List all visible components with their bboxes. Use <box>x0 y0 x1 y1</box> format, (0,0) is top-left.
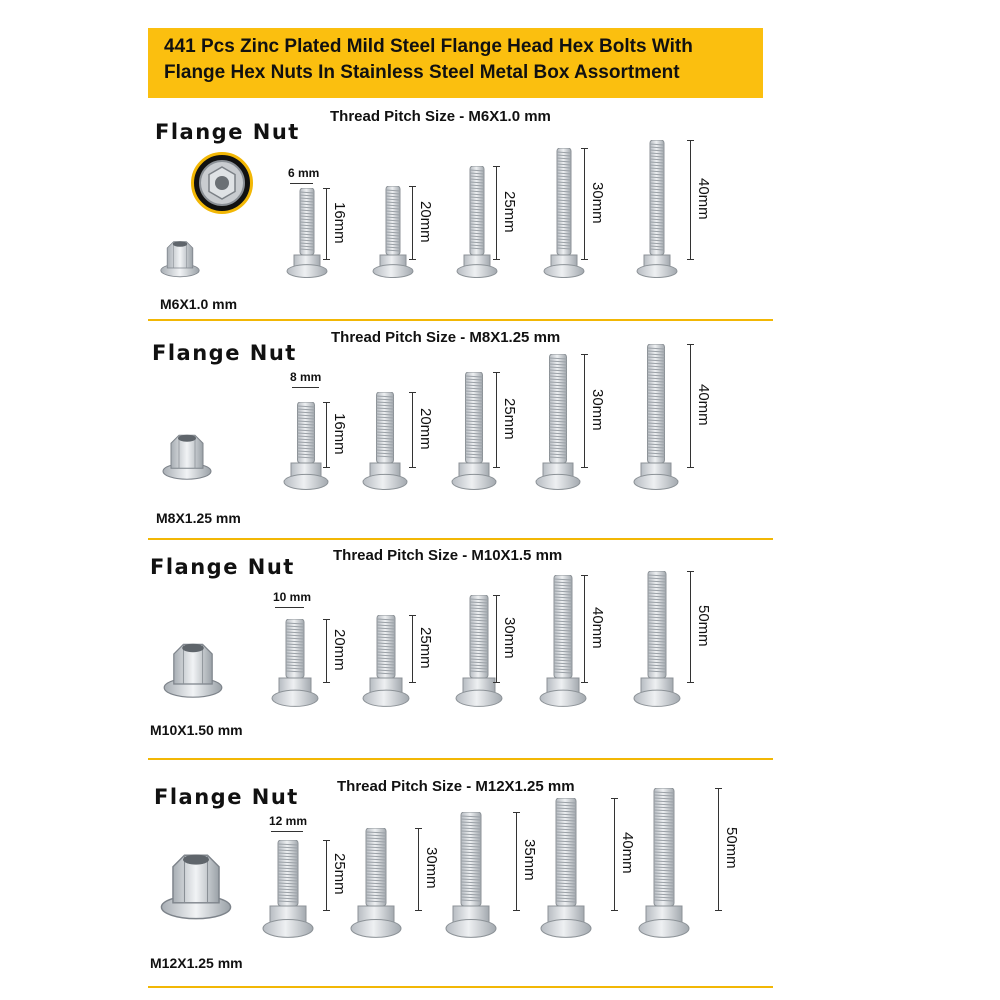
dimension-tick <box>323 619 330 620</box>
dimension-tick <box>493 467 500 468</box>
bolt-length-label: 40mm <box>619 832 636 874</box>
diameter-indicator <box>292 387 319 388</box>
length-dimension-line <box>584 148 585 259</box>
diameter-indicator <box>290 183 313 184</box>
dimension-tick <box>581 467 588 468</box>
flange-bolt-icon <box>271 619 319 712</box>
dimension-tick <box>323 910 330 911</box>
dimension-tick <box>581 354 588 355</box>
bolt-length-label: 20mm <box>331 628 348 671</box>
nut-size-label: M8X1.25 mm <box>156 510 241 526</box>
dimension-tick <box>611 910 618 911</box>
dimension-tick <box>323 840 330 841</box>
bolt-length-label: 25mm <box>501 190 518 233</box>
bolt-length-label: 50mm <box>723 827 740 869</box>
bolt-length-label: 25mm <box>331 853 348 895</box>
bolt-length-label: 40mm <box>589 606 606 649</box>
section-divider <box>148 319 773 321</box>
length-dimension-line <box>690 140 691 259</box>
bolt-length-label: 50mm <box>695 604 712 647</box>
flange-bolt-icon <box>372 186 414 283</box>
dimension-tick <box>493 595 500 596</box>
dimension-tick <box>493 259 500 260</box>
bolt-diameter-label: 10 mm <box>273 590 312 604</box>
dimension-tick <box>513 910 520 911</box>
dimension-tick <box>687 140 694 141</box>
flange-bolt-icon <box>540 798 592 943</box>
bolt-length-label: 40mm <box>695 383 712 426</box>
flange-bolt-icon <box>362 615 410 712</box>
dimension-tick <box>323 467 330 468</box>
diameter-indicator <box>271 831 303 832</box>
dimension-tick <box>323 259 330 260</box>
thread-pitch-title: Thread Pitch Size - M10X1.5 mm <box>333 547 563 564</box>
flange-bolt-icon <box>262 840 314 943</box>
bolt-length-label: 30mm <box>501 616 518 659</box>
length-dimension-line <box>412 615 413 682</box>
flange-bolt-icon <box>283 402 329 495</box>
flange-bolt-icon <box>350 828 402 943</box>
dimension-tick <box>323 682 330 683</box>
length-dimension-line <box>690 571 691 682</box>
length-dimension-line <box>496 372 497 467</box>
flange-nut-label: Flange Nut <box>150 555 295 579</box>
length-dimension-line <box>412 392 413 467</box>
dimension-tick <box>409 186 416 187</box>
dimension-tick <box>323 188 330 189</box>
flange-nut-icon <box>162 428 212 486</box>
thread-pitch-title: Thread Pitch Size - M8X1.25 mm <box>331 329 561 346</box>
bolt-length-label: 30mm <box>589 181 606 224</box>
banner-title-line-1: 441 Pcs Zinc Plated Mild Steel Flange Head Hex Bolts With <box>164 36 693 57</box>
flange-bolt-icon <box>633 344 679 495</box>
flange-bolt-icon <box>362 392 408 495</box>
dimension-tick <box>715 910 722 911</box>
dimension-tick <box>687 259 694 260</box>
nut-size-label: M12X1.25 mm <box>150 955 243 971</box>
length-dimension-line <box>412 186 413 259</box>
thread-pitch-title: Thread Pitch Size - M12X1.25 mm <box>337 778 575 795</box>
section-divider <box>148 758 773 760</box>
section-divider <box>148 986 773 988</box>
bolt-diameter-label: 6 mm <box>288 166 320 180</box>
flange-nut-label: Flange Nut <box>152 341 297 365</box>
length-dimension-line <box>584 575 585 682</box>
dimension-tick <box>409 615 416 616</box>
nut-size-label: M10X1.50 mm <box>150 722 243 738</box>
length-dimension-line <box>326 619 327 682</box>
bolt-length-label: 35mm <box>521 839 538 881</box>
flange-nut-icon <box>160 845 232 926</box>
length-dimension-line <box>516 812 517 910</box>
bolt-length-label: 25mm <box>501 397 518 440</box>
title-banner <box>148 28 763 98</box>
dimension-tick <box>409 467 416 468</box>
dimension-tick <box>415 828 422 829</box>
length-dimension-line <box>584 354 585 467</box>
bolt-length-label: 16mm <box>331 412 348 455</box>
bolt-length-label: 30mm <box>423 847 440 889</box>
length-dimension-line <box>496 166 497 259</box>
dimension-tick <box>715 788 722 789</box>
dimension-tick <box>409 259 416 260</box>
bolt-length-label: 20mm <box>417 200 434 243</box>
banner-title-line-2: Flange Hex Nuts In Stainless Steel Metal Box Assortment <box>164 62 680 83</box>
flange-nut-closeup-icon <box>191 152 253 214</box>
length-dimension-line <box>326 840 327 910</box>
flange-bolt-icon <box>638 788 690 943</box>
length-dimension-line <box>690 344 691 467</box>
bolt-length-label: 40mm <box>695 177 712 220</box>
dimension-tick <box>409 392 416 393</box>
flange-nut-icon <box>160 236 200 283</box>
length-dimension-line <box>496 595 497 682</box>
length-dimension-line <box>614 798 615 910</box>
dimension-tick <box>415 910 422 911</box>
dimension-tick <box>581 575 588 576</box>
length-dimension-line <box>718 788 719 910</box>
flange-bolt-icon <box>539 575 587 712</box>
bolt-diameter-label: 12 mm <box>269 814 308 828</box>
length-dimension-line <box>326 188 327 259</box>
dimension-tick <box>687 571 694 572</box>
thread-pitch-title: Thread Pitch Size - M6X1.0 mm <box>330 108 551 125</box>
flange-nut-label: Flange Nut <box>154 785 299 809</box>
flange-bolt-icon <box>535 354 581 495</box>
flange-bolt-icon <box>543 148 585 283</box>
flange-bolt-icon <box>286 188 328 283</box>
nut-size-label: M6X1.0 mm <box>160 296 238 312</box>
dimension-tick <box>581 148 588 149</box>
length-dimension-line <box>326 402 327 467</box>
dimension-tick <box>323 402 330 403</box>
section-divider <box>148 538 773 540</box>
bolt-length-label: 25mm <box>417 626 434 669</box>
dimension-tick <box>493 372 500 373</box>
dimension-tick <box>409 682 416 683</box>
bolt-length-label: 16mm <box>331 201 348 244</box>
dimension-tick <box>611 798 618 799</box>
flange-bolt-icon <box>445 812 497 943</box>
flange-bolt-icon <box>633 571 681 712</box>
dimension-tick <box>581 682 588 683</box>
flange-bolt-icon <box>636 140 678 283</box>
flange-bolt-icon <box>456 166 498 283</box>
dimension-tick <box>687 682 694 683</box>
dimension-tick <box>687 344 694 345</box>
dimension-tick <box>493 166 500 167</box>
dimension-tick <box>513 812 520 813</box>
diameter-indicator <box>275 607 304 608</box>
bolt-length-label: 30mm <box>589 388 606 431</box>
dimension-tick <box>687 467 694 468</box>
bolt-diameter-label: 8 mm <box>290 370 322 384</box>
dimension-tick <box>581 259 588 260</box>
flange-nut-icon <box>163 636 223 704</box>
flange-nut-label: Flange Nut <box>155 120 300 144</box>
dimension-tick <box>493 682 500 683</box>
bolt-length-label: 20mm <box>417 407 434 450</box>
flange-bolt-icon <box>451 372 497 495</box>
length-dimension-line <box>418 828 419 910</box>
